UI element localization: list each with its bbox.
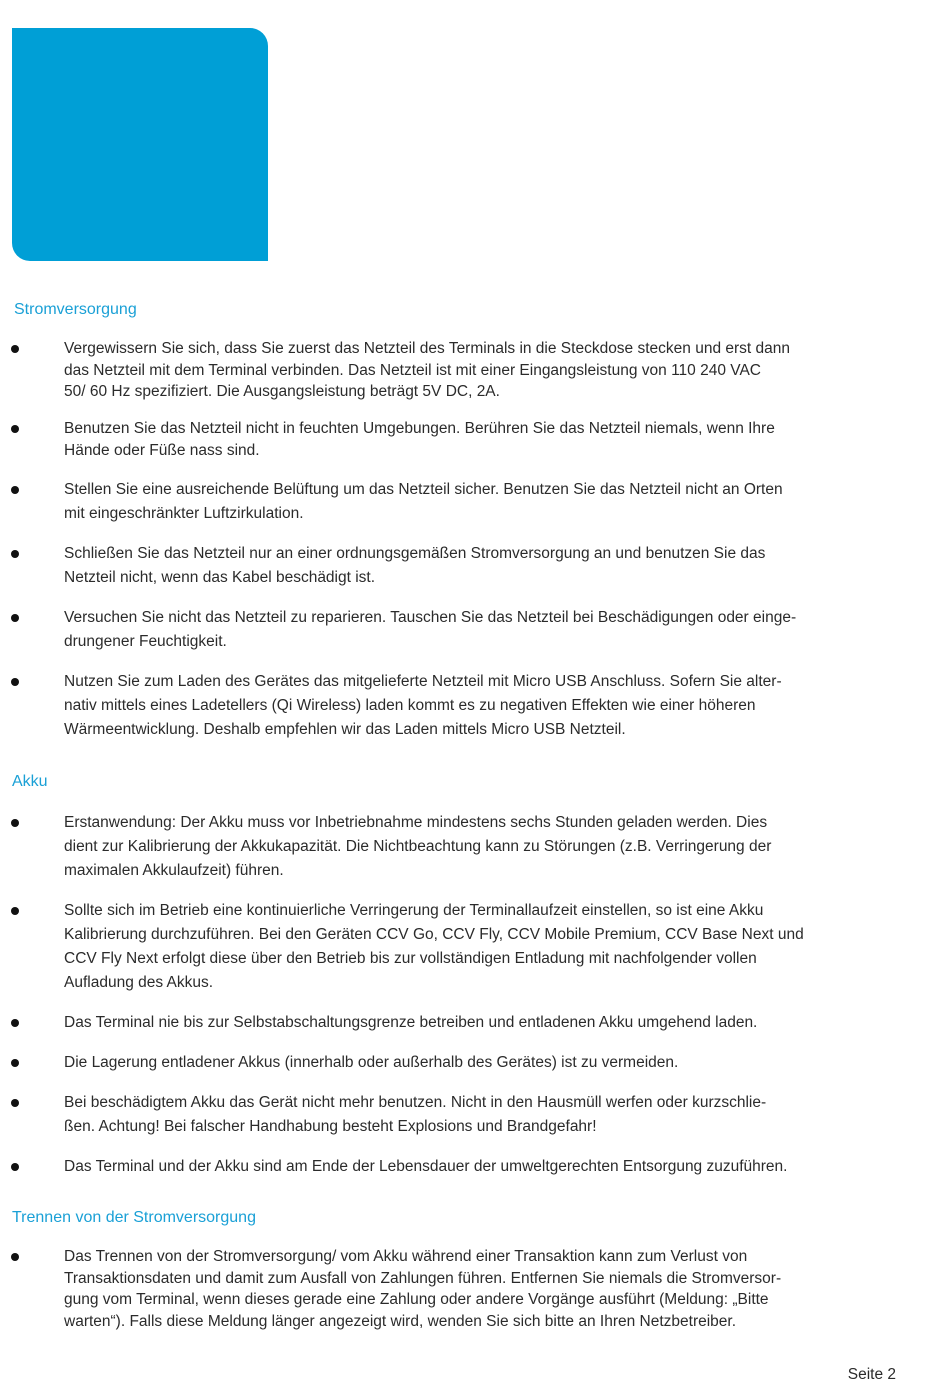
bullet-icon: [11, 1059, 19, 1067]
list-item: [0, 1091, 909, 1139]
bullet-icon: [11, 550, 19, 558]
list-item: [0, 811, 909, 883]
list-item: [0, 1051, 909, 1075]
list-item-text: Die Lagerung entladener Akkus (innerhalb oder außerhalb des Gerätes) ist zu vermeiden.: [64, 1054, 679, 1071]
bullet-icon: [11, 1019, 19, 1027]
list-item: [0, 338, 909, 403]
list-item-text: Das Terminal und der Akku sind am Ende der Lebensdauer der umweltgerechten Entsorgung zuzuführen.: [64, 1158, 788, 1175]
bullet-icon: [11, 907, 19, 915]
list-item: [0, 1155, 909, 1179]
list-item-text: Benutzen Sie das Netzteil nicht in feuchten Umgebungen. Berühren Sie das Netzteil niemals, wenn Ihre Hände oder Füße nass sind.: [64, 420, 775, 459]
list-item-text: Das Terminal nie bis zur Selbstabschaltungsgrenze betreiben und entladenen Akku umgehend laden.: [64, 1014, 758, 1031]
list-item: [0, 670, 909, 742]
bullet-icon: [11, 1253, 19, 1261]
bullet-icon: [11, 425, 19, 433]
list-item-text: Schließen Sie das Netzteil nur an einer ordnungsgemäßen Stromversorgung an und benutzen Sie das Netzteil nicht, wenn das Kabel beschädigt ist.: [64, 545, 766, 586]
heading-stromversorgung: Stromversorgung: [14, 301, 137, 318]
list-item-text: Nutzen Sie zum Laden des Gerätes das mitgelieferte Netzteil mit Micro USB Anschluss. Sofern Sie alter- nativ mittels eines Ladetellers (Qi Wireless) laden kommt es zu negativen Effekten wie einer höheren Wärmeentwicklung. Deshalb empfehlen wir das Laden mittels Micro USB Netzteil.: [64, 673, 782, 738]
list-item-text: Erstanwendung: Der Akku muss vor Inbetriebnahme mindestens sechs Stunden geladen werden. Dies dient zur Kalibrierung der Akkukapazität. Die Nichtbeachtung kann zu Störungen (z.B. Verringerung der maximalen Akkulaufzeit) führen.: [64, 814, 772, 879]
bullet-icon: [11, 1099, 19, 1107]
list-item-text: Vergewissern Sie sich, dass Sie zuerst das Netzteil des Terminals in die Steckdose stecken und erst dann das Netzteil mit dem Terminal verbinden. Das Netzteil ist mit einer Eingangsleistung von 110 240 VAC 50/ 60 Hz spezifiziert. Die Ausgangsleistung beträgt 5V DC, 2A.: [64, 340, 791, 400]
bullet-icon: [11, 678, 19, 686]
list-item-text: Sollte sich im Betrieb eine kontinuierliche Verringerung der Terminallaufzeit einstellen, so ist eine Akku Kalibrierung durchzuführen. Bei den Geräten CCV Go, CCV Fly, CCV Mobile Premium, CCV Base Next und CCV Fly Next erfolgt diese über den Betrieb bis zur vollständigen Entladung mit nachfolgender vollen Aufladung des Akkus.: [64, 902, 804, 991]
bullet-icon: [11, 614, 19, 622]
heading-trennen: Trennen von der Stromversorgung: [12, 1209, 256, 1226]
list-item: [0, 1246, 909, 1332]
bullet-icon: [11, 819, 19, 827]
list-item-text: Stellen Sie eine ausreichende Belüftung um das Netzteil sicher. Benutzen Sie das Netzteil nicht an Orten mit eingeschränkter Luftzirkulation.: [64, 481, 783, 522]
bullet-icon: [11, 486, 19, 494]
heading-akku: Akku: [12, 773, 48, 790]
page-number: Seite 2: [847, 1366, 896, 1383]
list-item: [0, 542, 909, 590]
list-item-text: Das Trennen von der Stromversorgung/ vom Akku während einer Transaktion kann zum Verlust von Transaktionsdaten und damit zum Ausfall von Zahlungen führen. Entfernen Sie niemals die Stromversor- gung vom Terminal, wenn dieses gerade eine Zahlung oder andere Vorgänge ausführt (Meldung: „Bitte warten“). Falls diese Meldung länger angezeigt wird, wenden Sie sich bitte an Ihren Netzbetreiber.: [64, 1248, 782, 1330]
list-item-text: Versuchen Sie nicht das Netzteil zu reparieren. Tauschen Sie das Netzteil bei Beschädigungen oder einge- drungener Feuchtigkeit.: [64, 609, 797, 650]
list-item: [0, 418, 909, 461]
list-item: [0, 1011, 909, 1035]
list-item: [0, 606, 909, 654]
list-item-text: Bei beschädigtem Akku das Gerät nicht mehr benutzen. Nicht in den Hausmüll werfen oder kurzschlie- ßen. Achtung! Bei falscher Handhabung besteht Explosions und Brandgefahr!: [64, 1094, 767, 1135]
brand-color-block: [12, 28, 268, 261]
bullet-icon: [11, 1163, 19, 1171]
list-item: [0, 899, 909, 995]
list-item: [0, 478, 909, 526]
bullet-icon: [11, 345, 19, 353]
